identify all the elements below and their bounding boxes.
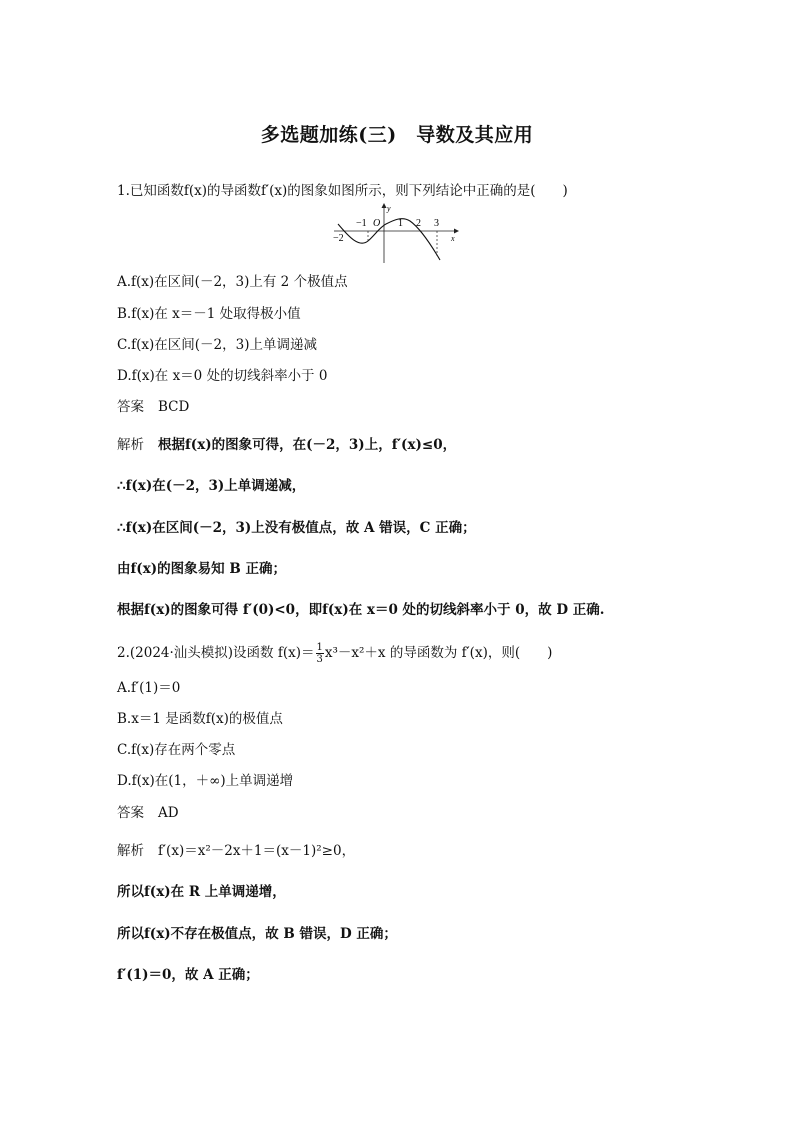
question-1-answer [117, 398, 189, 416]
question-2-option-d: D.f(x)在(1，＋∞)上单调递增 [117, 773, 294, 789]
question-1-option-d: D.f(x)在 x＝0 处的切线斜率小于 0 [117, 368, 328, 384]
analysis-text: 根据f(x)的图象可得，在(－2，3)上，f′(x)≤0， [158, 437, 457, 453]
analysis-text: f′(x)＝x²－2x＋1＝(x－1)²≥0， [158, 843, 356, 859]
question-1-analysis-5: 根据f(x)的图象可得 f′(0)<0，即f(x)在 x＝0 处的切线斜率小于 0，故 D 正确. [117, 602, 605, 618]
y-axis-arrow [382, 203, 387, 208]
tick-label-3: 3 [434, 218, 439, 229]
fraction-denominator: 3 [316, 654, 323, 665]
derivative-curve [338, 219, 440, 260]
fraction-numerator: 1 [316, 642, 323, 653]
analysis-label: 解析 [117, 437, 144, 453]
question-2-analysis-1 [117, 842, 355, 860]
tick-label-2: 2 [416, 218, 421, 229]
question-1-stem: 1.已知函数f(x)的导函数f′(x)的图象如图所示，则下列结论中正确的是( ) [117, 183, 568, 199]
question-2-stem [117, 642, 552, 665]
question-1-option-c: C.f(x)在区间(－2，3)上单调递减 [117, 337, 317, 353]
derivative-graph-svg [330, 202, 460, 264]
question-1-analysis-3: ∴f(x)在区间(－2，3)上没有极值点，故 A 错误，C 正确； [117, 520, 476, 536]
origin-label: O [373, 218, 381, 229]
answer-label: 答案 [117, 805, 144, 821]
answer-label: 答案 [117, 399, 144, 415]
x-axis-arrow [454, 229, 459, 234]
y-axis-label: y [387, 204, 391, 213]
tick-label-1: 1 [398, 218, 403, 229]
question-1-option-a: A.f(x)在区间(－2，3)上有 2 个极值点 [117, 274, 348, 290]
x-axis-label: x [451, 234, 455, 243]
question-2-analysis-3: 所以f(x)不存在极值点，故 B 错误，D 正确； [117, 926, 397, 942]
answer-value: BCD [158, 399, 190, 415]
question-2-stem-suffix: x³－x²＋x 的导函数为 f′(x)，则( ) [324, 645, 553, 661]
answer-value: AD [158, 805, 179, 821]
tick-label-neg1: −1 [356, 218, 367, 229]
question-2-analysis-4: f′(1)＝0，故 A 正确； [117, 967, 259, 983]
question-2-answer [117, 804, 179, 822]
tick-label-neg2: −2 [333, 233, 344, 244]
question-2-option-a: A.f′(1)＝0 [117, 680, 181, 696]
analysis-label: 解析 [117, 843, 144, 859]
question-2-option-c: C.f(x)存在两个零点 [117, 742, 236, 758]
page-title: 多选题加练(三) 导数及其应用 [260, 124, 534, 146]
question-2-analysis-2: 所以f(x)在 R 上单调递增， [117, 884, 286, 900]
derivative-graph [330, 202, 460, 264]
question-2-stem-prefix: 2.(2024·汕头模拟)设函数 f(x)＝ [117, 645, 315, 661]
question-1-option-b: B.f(x)在 x＝－1 处取得极小值 [117, 306, 301, 322]
question-1-analysis-1 [117, 436, 456, 454]
question-1-analysis-4: 由f(x)的图象易知 B 正确； [117, 561, 286, 577]
question-2-option-b: B.x＝1 是函数f(x)的极值点 [117, 711, 283, 727]
fraction [316, 642, 324, 665]
question-1-analysis-2: ∴f(x)在(－2，3)上单调递减， [117, 478, 306, 494]
